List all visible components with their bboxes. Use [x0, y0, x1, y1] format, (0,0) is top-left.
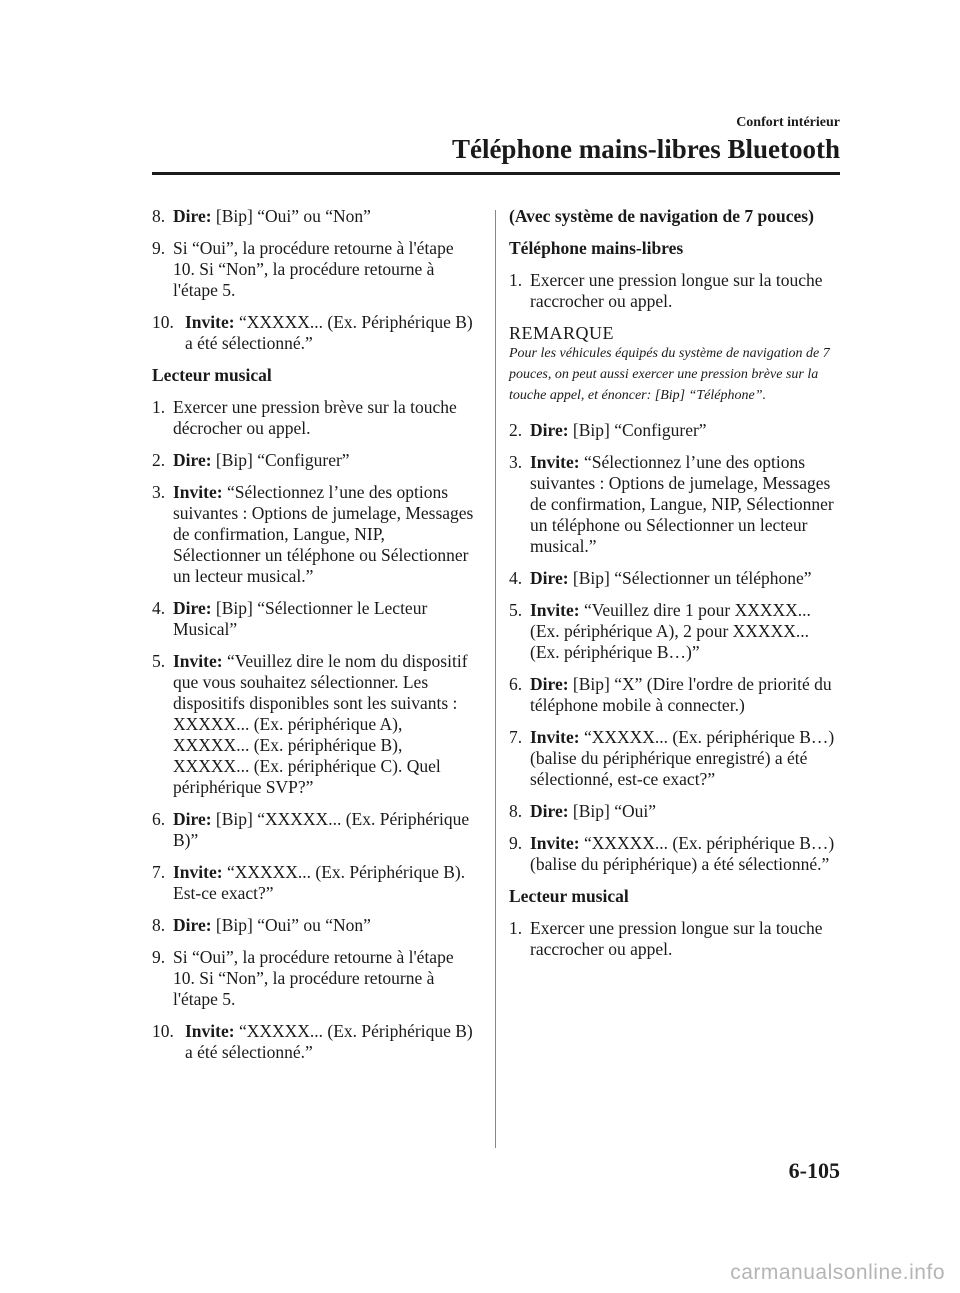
- step-item: [509, 452, 842, 557]
- step-number: 9.: [509, 833, 523, 853]
- step-text: Exercer une pression brève sur la touche décrocher ou appel.: [173, 397, 457, 438]
- step-keyword: Dire:: [530, 420, 569, 440]
- step-number: 6.: [509, 674, 523, 694]
- step-number: 3.: [152, 482, 166, 502]
- subheading-lecteur-musical-right: Lecteur musical: [509, 886, 629, 906]
- step-keyword: Invite:: [530, 600, 580, 620]
- step-text: “XXXXX... (Ex. Périphérique B) a été sélectionné.”: [185, 312, 473, 353]
- step-keyword: Dire:: [530, 568, 569, 588]
- step-text: [Bip] “Sélectionner le Lecteur Musical”: [173, 598, 428, 639]
- header-rule: [152, 172, 840, 175]
- step-number: 5.: [152, 651, 166, 671]
- watermark: carmanualsonline.info: [730, 1261, 945, 1284]
- step-item: [152, 312, 474, 354]
- step-keyword: Dire:: [530, 801, 569, 821]
- step-text: [Bip] “X” (Dire l'ordre de priorité du téléphone mobile à connecter.): [530, 674, 832, 715]
- step-item: [152, 206, 474, 227]
- step-text: Exercer une pression longue sur la touche raccrocher ou appel.: [530, 270, 823, 311]
- step-number: 7.: [509, 727, 523, 747]
- step-number: 3.: [509, 452, 523, 472]
- right-column: [509, 206, 842, 971]
- page-title: Téléphone mains-libres Bluetooth: [451, 134, 840, 164]
- step-keyword: Dire:: [530, 674, 569, 694]
- step-number: 8.: [509, 801, 523, 821]
- page-number: 6-105: [788, 1158, 840, 1183]
- step-number: 1.: [509, 270, 523, 290]
- step-item: [509, 918, 842, 960]
- step-text: “Veuillez dire le nom du dispositif que vous souhaitez sélectionner. Les dispositifs disponibles sont les suivants : XXXXX... (Ex. périphérique A), XXXXX... (Ex. périphérique B), XXXXX... (Ex. périphérique C). Quel périphérique SVP?”: [173, 651, 468, 797]
- step-item: [152, 482, 474, 587]
- step-number: 10.: [152, 1021, 174, 1041]
- step-keyword: Invite:: [530, 727, 580, 747]
- step-item: [152, 651, 474, 798]
- step-item: [152, 862, 474, 904]
- column-divider: [495, 210, 496, 1148]
- step-keyword: Dire:: [173, 809, 212, 829]
- step-text: Si “Oui”, la procédure retourne à l'étape 10. Si “Non”, la procédure retourne à l'étape 5.: [173, 947, 454, 1009]
- step-keyword: Invite:: [185, 312, 235, 332]
- step-number: 1.: [152, 397, 166, 417]
- step-keyword: Invite:: [185, 1021, 235, 1041]
- step-item: [509, 727, 842, 790]
- step-number: 9.: [152, 238, 166, 258]
- step-text: [Bip] “Configurer”: [211, 450, 350, 470]
- step-text: “XXXXX... (Ex. périphérique B…) (balise du périphérique) a été sélectionné.”: [530, 833, 835, 874]
- step-keyword: Dire:: [173, 450, 212, 470]
- step-text: [Bip] “Oui”: [568, 801, 657, 821]
- step-number: 9.: [152, 947, 166, 967]
- step-keyword: Invite:: [173, 482, 223, 502]
- step-item: [509, 600, 842, 663]
- step-item: [152, 397, 474, 439]
- left-column: [152, 206, 474, 1074]
- step-keyword: Invite:: [173, 862, 223, 882]
- step-text: [Bip] “Oui” ou “Non”: [211, 206, 371, 226]
- step-text: “Sélectionnez l’une des options suivantes : Options de jumelage, Messages de confirmation, Langue, NIP, Sélectionner un téléphone ou Sélectionner un lecteur musical.”: [173, 482, 474, 586]
- step-text: [Bip] “XXXXX... (Ex. Périphérique B)”: [173, 809, 470, 850]
- step-text: [Bip] “Sélectionner un téléphone”: [568, 568, 812, 588]
- step-text: “XXXXX... (Ex. Périphérique B). Est-ce exact?”: [173, 862, 466, 903]
- step-item: [152, 450, 474, 471]
- step-number: 4.: [152, 598, 166, 618]
- step-item: [509, 420, 842, 441]
- step-number: 8.: [152, 915, 166, 935]
- subheading-lecteur-musical: Lecteur musical: [152, 365, 272, 385]
- step-item: [152, 1021, 474, 1063]
- step-text: Exercer une pression longue sur la touche raccrocher ou appel.: [530, 918, 823, 959]
- step-text: “Veuillez dire 1 pour XXXXX... (Ex. périphérique A), 2 pour XXXXX... (Ex. périphérique B…)”: [530, 600, 811, 662]
- step-item: [509, 674, 842, 716]
- step-number: 6.: [152, 809, 166, 829]
- right-phone-steps: [509, 420, 842, 875]
- note-box: [509, 323, 842, 406]
- step-keyword: Invite:: [530, 452, 580, 472]
- step-item: [152, 915, 474, 936]
- step-text: “Sélectionnez l’une des options suivantes : Options de jumelage, Messages de confirmation, Langue, NIP, Sélectionner un téléphone ou Sélectionner un lecteur musical.”: [530, 452, 834, 556]
- step-text: [Bip] “Oui” ou “Non”: [211, 915, 371, 935]
- step-number: 10.: [152, 312, 174, 332]
- step-item: [509, 568, 842, 589]
- step-number: 2.: [509, 420, 523, 440]
- step-number: 4.: [509, 568, 523, 588]
- step-item: [152, 598, 474, 640]
- step-text: “XXXXX... (Ex. périphérique B…) (balise du périphérique enregistré) a été sélectionné, est-ce exact?”: [530, 727, 835, 789]
- step-keyword: Dire:: [173, 206, 212, 226]
- step-item: [152, 809, 474, 851]
- step-text: [Bip] “Configurer”: [568, 420, 707, 440]
- step-text: Si “Oui”, la procédure retourne à l'étape 10. Si “Non”, la procédure retourne à l'étape 5.: [173, 238, 454, 300]
- step-item: [152, 947, 474, 1010]
- left-top-steps: [152, 206, 474, 354]
- note-body: Pour les véhicules équipés du système de navigation de 7 pouces, on peut aussi exercer une pression brève sur la touche appel, et énoncer: [Bip] “Téléphone”.: [509, 346, 830, 403]
- step-keyword: Dire:: [173, 598, 212, 618]
- step-item: [509, 270, 842, 312]
- subheading-telephone: Téléphone mains-libres: [509, 238, 684, 258]
- step-number: 8.: [152, 206, 166, 226]
- step-item: [509, 801, 842, 822]
- step-keyword: Invite:: [530, 833, 580, 853]
- step-number: 5.: [509, 600, 523, 620]
- step-text: “XXXXX... (Ex. Périphérique B) a été sélectionné.”: [185, 1021, 473, 1062]
- step-item: [509, 833, 842, 875]
- step-keyword: Invite:: [173, 651, 223, 671]
- step-keyword: Dire:: [173, 915, 212, 935]
- step-number: 7.: [152, 862, 166, 882]
- heading-navigation-7: (Avec système de navigation de 7 pouces): [509, 206, 814, 226]
- step-number: 2.: [152, 450, 166, 470]
- step-number: 1.: [509, 918, 523, 938]
- left-music-steps: [152, 397, 474, 1063]
- step-item: [152, 238, 474, 301]
- section-label: Confort intérieur: [736, 115, 840, 130]
- note-title: REMARQUE: [509, 323, 615, 343]
